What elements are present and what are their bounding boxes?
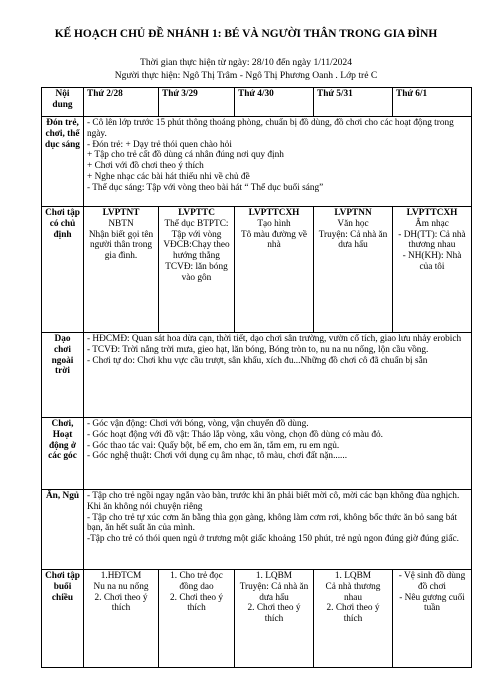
content-line: - Tập cho trẻ tự xúc cơm ăn bằng thìa gọn gàng, không làm cơm rơi, không bốc thức ăn bỏ sang bát bạn, ăn hết suất ăn của mình. — [87, 512, 458, 534]
morning-content — [84, 117, 472, 207]
activity-text: 1. LQBM — [334, 571, 372, 581]
afternoon-cell-thu — [314, 570, 393, 668]
activity-text: 2. Chơi theo ý thích — [94, 592, 148, 614]
activity-text: 2. Chơi theo ý thích — [326, 603, 380, 625]
activity-text: Văn học — [337, 218, 369, 229]
activity-text: - Vệ sinh đồ dùng đồ chơi — [398, 571, 466, 592]
content-line: - Góc vận động: Chơi với bóng, vòng, vận chuyển đồ dùng. — [87, 419, 309, 429]
domain-label: LVPTNT — [102, 208, 140, 218]
activity-text: - NH(KH): Nhà của tôi — [402, 251, 462, 272]
afternoon-cell-tue — [159, 570, 235, 668]
activity-text: - DH(TT): Cả nhà thương nhau — [398, 229, 466, 251]
content-line: - Đón trẻ: + Dạy trẻ thói quen chào hỏi — [87, 139, 232, 150]
learning-cell-mon — [84, 207, 159, 333]
content-line: - Góc nghệ thuật: Chơi với dụng cụ âm nhạc, tô màu, chơi đất nặn...... — [87, 451, 348, 462]
content-line: + Nghe nhạc các bài hát thiếu nhi về chủ đề — [87, 171, 250, 182]
content-line: + Chơi với đồ chơi theo ý thích — [87, 161, 204, 172]
domain-label: LVPTNN — [334, 208, 372, 218]
row-label: Chơi tập có chủ định — [42, 207, 84, 333]
row-label: Đón trẻ, chơi, thể dục sáng — [42, 117, 84, 207]
learning-row — [42, 207, 472, 333]
activity-text: 2. Chơi theo ý thích — [170, 592, 223, 614]
afternoon-cell-mon — [84, 570, 159, 668]
day-header: Thứ 3/29 — [159, 88, 235, 117]
learning-cell-thu — [314, 207, 393, 333]
domain-label: LVPTTC — [178, 208, 215, 218]
afternoon-cell-wed — [235, 570, 314, 668]
morning-row — [42, 117, 472, 207]
header-row — [42, 88, 472, 117]
activity-text: Truyện: Cả nhà ăn dưa hấu — [318, 229, 388, 251]
day-header: Thứ 5/31 — [314, 88, 393, 117]
learning-cell-wed — [235, 207, 314, 333]
activity-text: Thể dục BTPTC: Tập với vòng VĐCB:Chạy theo hướng thẳng — [163, 218, 230, 262]
weekly-plan-table — [41, 87, 472, 668]
domain-label: LVPTTCXH — [406, 208, 458, 218]
corner-cell: Nội dung — [42, 88, 84, 117]
meals-content — [84, 490, 472, 570]
content-line: - Tập cho trẻ ngồi ngay ngắn vào bàn, trước khi ăn phải biết mời cô, mời các bạn không đùa nghịch. Khi ăn không nói chuyện riêng — [87, 491, 460, 512]
domain-label: LVPTTCXH — [248, 208, 300, 218]
activity-text: Truyện: Cả nhà ăn dưa hấu — [239, 581, 309, 603]
outdoor-row — [42, 333, 472, 418]
row-label: Dạo chơi ngoài trời — [42, 333, 84, 418]
content-line: - TCVĐ: Trời nắng trời mưa, gieo hạt, lăn bóng, Bóng tròn to, nu na nu nống, lộn cầu vồng. — [87, 344, 429, 355]
activity-text: Nhận biết gọi tên người thân trong gia đình. — [88, 229, 154, 262]
activity-text: NBTN — [108, 218, 134, 229]
activity-text: Cả nhà thương nhau — [325, 581, 381, 603]
learning-cell-fri — [393, 207, 472, 333]
teachers-line: Người thực hiện: Ngô Thị Trâm - Ngô Thị Phương Oanh . Lớp trẻ C — [114, 70, 378, 81]
content-line: -Tập cho trẻ có thói quen ngủ ở trương một giấc khoảng 150 phút, trẻ ngủ ngon đúng giờ đúng giấc. — [87, 534, 459, 545]
day-header: Thứ 2/28 — [84, 88, 159, 117]
learning-cell-tue — [159, 207, 235, 333]
afternoon-cell-fri — [393, 570, 472, 668]
meals-row — [42, 490, 472, 570]
content-line: - HĐCMĐ: Quan sát hoa dừa cạn, thời tiết, dạo chơi sân trường, vườn cổ tích, giao lưu nhảy erobich — [87, 334, 462, 344]
afternoon-row — [42, 570, 472, 668]
activity-text: - Nêu gương cuối tuần — [399, 592, 465, 614]
activity-text: Âm nhạc — [415, 218, 449, 229]
time-period: Thời gian thực hiện từ ngày: 28/10 đến ngày 1/11/2024 — [139, 57, 353, 68]
activity-text: 1.HĐTCM — [100, 571, 142, 581]
activity-text: Tạo hình — [257, 218, 291, 229]
outdoor-content — [84, 333, 472, 418]
activity-text: Nu na nu nống — [93, 581, 149, 592]
content-line: - Chơi tự do: Chơi khu vực cầu trượt, sân khấu, xích đu...Những đồ chơi cô đã chuẩn bị sẵn — [87, 355, 428, 366]
content-line: + Tập cho trẻ cất đồ dùng cá nhân đúng nơi quy định — [87, 150, 284, 161]
content-line: - Cô lên lớp trước 15 phút thông thoáng phòng, chuẩn bị đồ dùng, đồ chơi cho các hoạt động trong ngày. — [87, 118, 454, 139]
activity-text: 2. Chơi theo ý thích — [247, 603, 301, 625]
corners-row — [42, 418, 472, 490]
day-header: Thứ 6/1 — [393, 88, 472, 117]
page-title: KẾ HOẠCH CHỦ ĐỀ NHÁNH 1: BÉ VÀ NGƯỜI THÂN TRONG GIA ĐÌNH — [54, 28, 438, 40]
content-line: - Thể dục sáng: Tập với vòng theo bài hát “ Thể dục buổi sáng” — [87, 182, 324, 193]
activity-text: Tô màu đường về nhà — [241, 229, 307, 251]
content-line: - Góc hoạt động với đồ vật: Tháo lắp vòng, xâu vòng, chọn đồ dùng có màu đỏ. — [87, 429, 383, 440]
activity-text: 1. Cho trẻ đọc đồng dao — [170, 571, 223, 592]
row-label: Chơi tập buổi chiều — [42, 570, 84, 668]
activity-text: 1. LQBM — [255, 571, 293, 581]
row-label: Chơi, Hoạt động ở các góc — [42, 418, 84, 490]
content-line: - Góc thao tác vai: Quấy bột, bế em, cho em ăn, tắm em, ru em ngủ. — [87, 440, 340, 451]
day-header: Thứ 4/30 — [235, 88, 314, 117]
corners-content — [84, 418, 472, 490]
row-label: Ăn, Ngủ — [42, 490, 84, 570]
activity-text: TCVĐ: lăn bóng vào gôn — [165, 261, 228, 283]
